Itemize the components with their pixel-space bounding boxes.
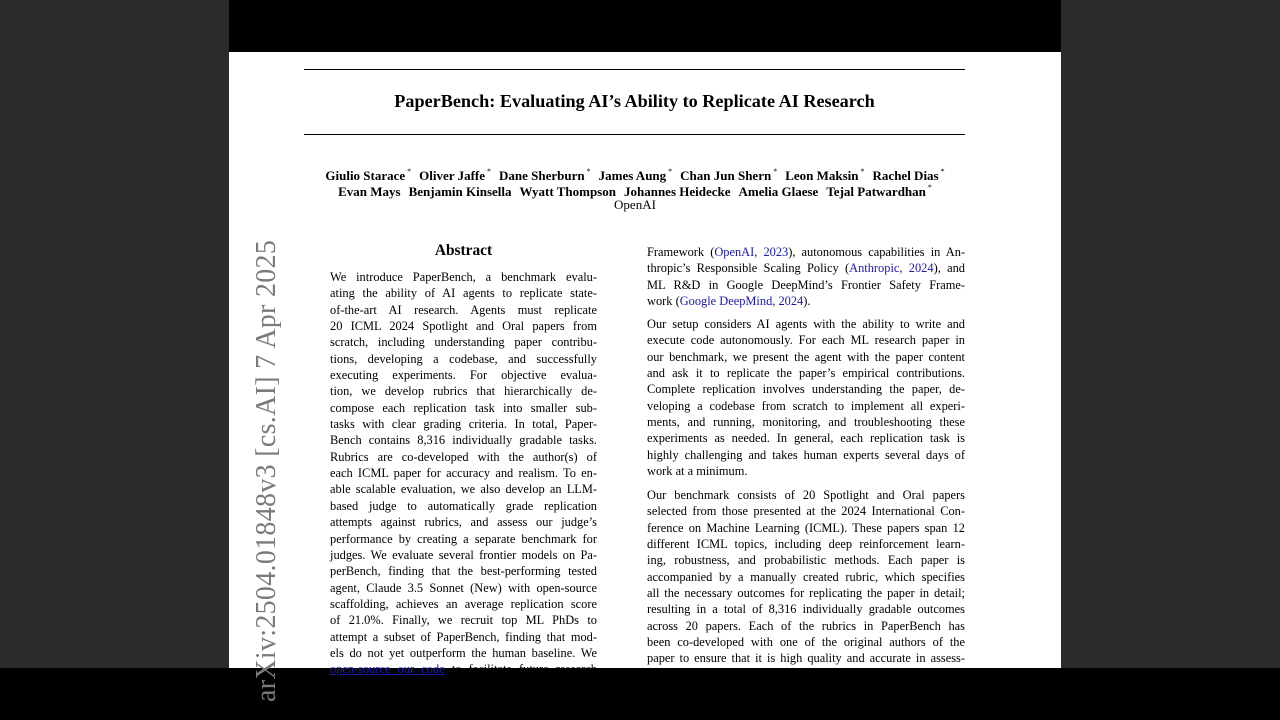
paragraph-line: accompanied by a manually created rubric, which specifies <box>647 569 965 584</box>
right-column-paragraph-3 <box>647 487 965 667</box>
citation-link[interactable]: Google DeepMind, 2024 <box>679 294 804 309</box>
paragraph-line <box>647 293 965 309</box>
paragraph-line: resulting in a total of 8,316 individually gradable outcomes <box>647 602 965 617</box>
paragraph-line: highly challenging and takes human experts several days of <box>647 447 965 462</box>
abstract-line: able scalable evaluation, we also develop an LLM- <box>330 482 597 497</box>
line-text: ), and <box>933 261 966 276</box>
abstract-line: based judge to automatically grade replication <box>330 498 597 513</box>
paragraph-line: experiments as needed. In general, each replication task is <box>647 431 965 446</box>
author-name: Amelia Glaese <box>738 184 819 199</box>
title-rule-top <box>304 69 965 70</box>
paragraph-line: our benchmark, we present the agent with the paper content <box>647 349 965 364</box>
abstract-body <box>330 269 597 678</box>
abstract-line: Rubrics are co-developed with the author(s) of <box>330 449 597 464</box>
equal-contribution-mark: * <box>940 167 945 176</box>
abstract-line: ating the ability of AI agents to replicate state- <box>330 286 597 301</box>
abstract-heading: Abstract <box>434 242 493 259</box>
paragraph-line: across 20 papers. Each of the rubrics in PaperBench has <box>647 618 965 633</box>
line-text: thropic’s Responsible Scaling Policy ( <box>647 261 850 276</box>
abstract-line: performance by creating a separate benchmark for <box>330 531 597 546</box>
author-name: Johannes Heidecke <box>623 184 731 199</box>
author-name: Leon Maksin * <box>785 167 865 183</box>
author-name: Benjamin Kinsella <box>408 184 512 199</box>
paragraph-line: and ask it to replicate the paper’s empirical contributions. <box>647 366 965 381</box>
paragraph-line: work at a minimum. <box>647 464 748 479</box>
paragraph-line: execute code autonomously. For each ML research paper in <box>647 333 965 348</box>
equal-contribution-mark: * <box>927 183 932 192</box>
author-name: Rachel Dias * <box>872 167 945 183</box>
abstract-line: attempt a subset of PaperBench, finding that mod- <box>330 629 597 644</box>
paragraph-line: all the necessary outcomes for replicating the paper in detail; <box>647 586 965 601</box>
paragraph-line: been co-developed with one of the original authors of the <box>647 635 965 650</box>
equal-contribution-mark: * <box>407 167 412 176</box>
author-name: Evan Mays <box>338 184 401 199</box>
paragraph-line: ments, and running, monitoring, and troubleshooting these <box>647 415 965 430</box>
author-name: Chan Jun Shern * <box>680 167 778 183</box>
right-column-paragraph-1 <box>647 244 965 309</box>
abstract-line: judges. We evaluate several frontier models on Pa- <box>330 547 597 562</box>
arxiv-side-identifier: arXiv:2504.01848v3 [cs.AI] 7 Apr 2025 <box>251 239 282 702</box>
line-text: work ( <box>647 294 680 309</box>
paragraph-line: ing, robustness, and probabilistic methods. Each paper is <box>647 553 965 568</box>
title-rule-bottom <box>304 134 965 135</box>
citation-link[interactable]: OpenAI, 2023 <box>714 245 789 259</box>
line-text: ). <box>803 294 811 309</box>
abstract-line: tion, we develop rubrics that hierarchically de- <box>330 384 597 399</box>
equal-contribution-mark: * <box>586 167 591 176</box>
viewer-bottom-band <box>0 668 1280 720</box>
abstract-line: attempts against rubrics, and assess our judge’s <box>330 515 597 530</box>
abstract-line: We introduce PaperBench, a benchmark evalu- <box>330 270 597 284</box>
abstract-line: els do not yet outperform the human baseline. We <box>330 645 597 660</box>
paragraph-line: veloping a codebase from scratch to implement all experi- <box>647 398 965 413</box>
abstract-line: of 21.0%. Finally, we recruit top ML PhDs to <box>330 613 597 628</box>
paragraph-line: Complete replication involves understanding the paper, de- <box>647 382 965 397</box>
code-link[interactable]: open-source our code <box>330 662 445 677</box>
paragraph-line: selected from those presented at the 2024 International Con- <box>647 504 965 519</box>
paragraph-line: ference on Machine Learning (ICML). These papers span 12 <box>647 520 965 535</box>
abstract-line: of-the-art AI research. Agents must replicate <box>330 302 597 317</box>
abstract-line: perBench, finding that the best-performing tested <box>330 564 597 579</box>
abstract-line <box>330 661 597 677</box>
abstract-line: 20 ICML 2024 Spotlight and Oral papers from <box>330 319 597 334</box>
equal-contribution-mark: * <box>487 167 491 176</box>
abstract-line: scaffolding, achieves an average replication score <box>330 596 597 611</box>
line-text: Framework ( <box>647 245 715 259</box>
line-text: ML R&D in Google DeepMind’s Frontier Safety Frame- <box>647 277 965 292</box>
line-text: ), autonomous capabilities in An- <box>788 245 966 259</box>
abstract-line-text: to facilitate future research <box>444 662 598 677</box>
author-name: Giulio Starace * <box>325 167 412 183</box>
abstract-line: executing experiments. For objective evalua- <box>330 368 597 383</box>
author-name: Oliver Jaffe * <box>419 167 491 183</box>
author-name: Wyatt Thompson <box>519 184 616 199</box>
abstract-line: each ICML paper for accuracy and realism. To en- <box>330 466 597 481</box>
citation-link[interactable]: Anthropic, 2024 <box>849 261 934 276</box>
paper-page <box>229 52 1061 702</box>
abstract-line: tions, developing a codebase, and successfully <box>330 351 597 366</box>
paragraph-line: Our benchmark consists of 20 Spotlight and Oral papers <box>647 488 965 502</box>
equal-contribution-mark: * <box>668 167 673 176</box>
equal-contribution-mark: * <box>773 167 778 176</box>
paragraph-line <box>647 244 965 260</box>
paragraph-line <box>647 260 965 276</box>
abstract-line: compose each replication task into smaller sub- <box>330 400 597 415</box>
author-name: Tejal Patwardhan * <box>826 183 932 199</box>
author-name: James Aung * <box>598 167 673 183</box>
abstract-line: Bench contains 8,316 individually gradable tasks. <box>330 433 597 448</box>
paragraph-line: paper to ensure that it is high quality and accurate in assess- <box>647 651 965 666</box>
abstract-line: scratch, including understanding paper contribu- <box>330 335 597 350</box>
viewer-right-margin <box>1061 0 1280 720</box>
paragraph-line <box>647 277 965 293</box>
right-column-paragraph-2 <box>647 316 965 479</box>
affiliation: OpenAI <box>614 197 656 212</box>
author-name: Dane Sherburn * <box>499 167 591 183</box>
paper-title: PaperBench: Evaluating AI’s Ability to Replicate AI Research <box>394 91 875 111</box>
abstract-line: tasks with clear grading criteria. In total, Paper- <box>330 417 597 432</box>
paragraph-line: different ICML topics, including deep reinforcement learn- <box>647 537 965 552</box>
viewer-left-margin <box>0 0 229 720</box>
paragraph-line: Our setup considers AI agents with the ability to write and <box>647 317 965 331</box>
abstract-line: agent, Claude 3.5 Sonnet (New) with open-source <box>330 580 597 595</box>
equal-contribution-mark: * <box>860 167 865 176</box>
